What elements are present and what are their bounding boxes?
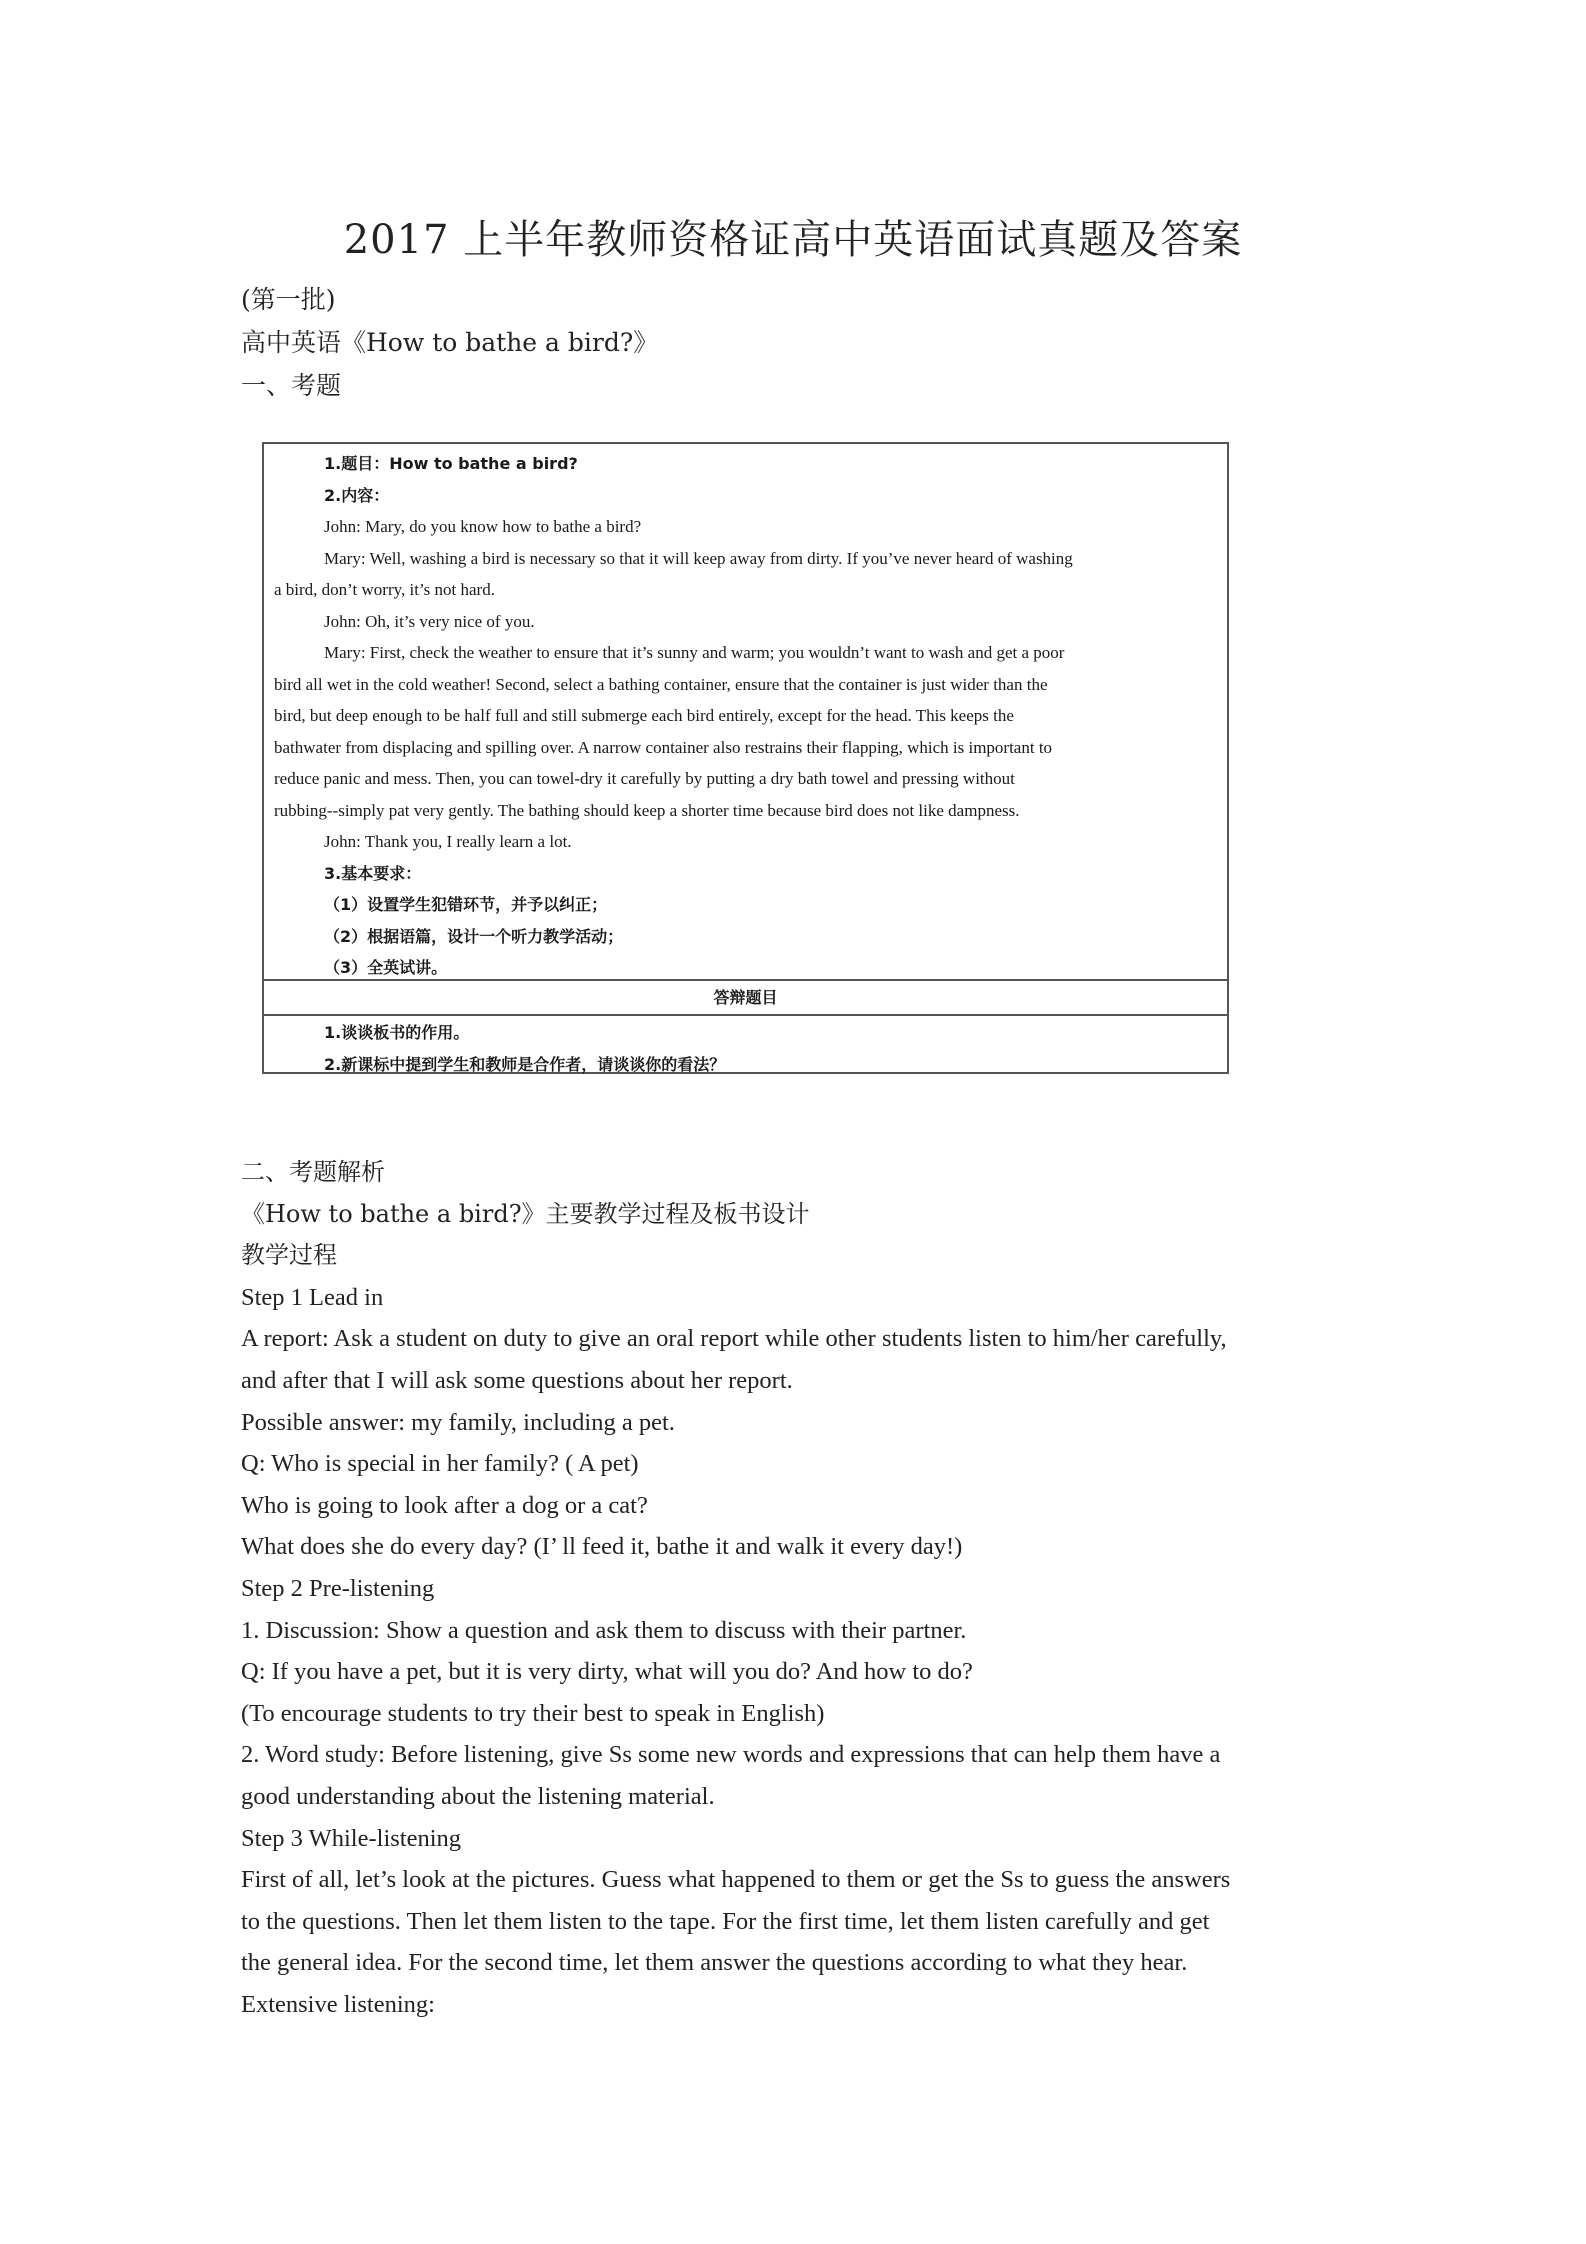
dialogue-line: John: Mary, do you know how to bathe a bird? xyxy=(324,517,642,536)
dialogue-line: John: Oh, it’s very nice of you. xyxy=(324,611,535,631)
analysis-subtitle: 《How to bathe a bird?》主要教学过程及板书设计 xyxy=(241,1199,810,1228)
exam-question-box xyxy=(262,442,1229,1074)
body-line: Step 1 Lead in xyxy=(241,1283,384,1311)
requirement-item: （3）全英试讲。 xyxy=(324,958,448,977)
exam-content-label: 2.内容： xyxy=(324,485,390,505)
requirements-label: 3.基本要求： xyxy=(324,863,422,883)
intro-block xyxy=(241,278,658,407)
analysis-section xyxy=(241,1152,1351,2025)
body-line: What does she do every day? (I’ ll feed it, bathe it and walk it every day!) xyxy=(241,1533,963,1561)
requirement-item: （2）根据语篇，设计一个听力教学活动； xyxy=(324,926,624,946)
body-line: 1. Discussion: Show a question and ask them to discuss with their partner. xyxy=(241,1616,967,1644)
defense-questions xyxy=(324,1017,725,1081)
dialogue-line: rubbing--simply pat very gently. The bathing should keep a shorter time because bird does not like dampness. xyxy=(274,800,1020,820)
process-heading: 教学过程 xyxy=(241,1241,337,1270)
box-divider xyxy=(264,1014,1227,1016)
dialogue-line: Mary: Well, washing a bird is necessary so that it will keep away from dirty. If you’ve never heard of washing xyxy=(324,548,1073,568)
dialogue-line: bird, but deep enough to be half full and still submerge each bird entirely, except for the head. This keeps the xyxy=(274,706,1014,725)
body-line: First of all, let’s look at the pictures. Guess what happened to them or get the Ss to guess the answers xyxy=(241,1866,1231,1894)
dialogue-line: Mary: First, check the weather to ensure that it’s sunny and warm; you wouldn’t want to wash and get a poor xyxy=(324,643,1065,662)
defense-item: 2.新课标中提到学生和教师是合作者，请谈谈你的看法？ xyxy=(324,1055,726,1074)
dialogue-line: reduce panic and mess. Then, you can towel-dry it carefully by putting a dry bath towel and pressing without xyxy=(274,769,1015,788)
exam-content xyxy=(274,448,1218,984)
dialogue-line: a bird, don’t worry, it’s not hard. xyxy=(274,580,495,599)
dialogue-line: bathwater from displacing and spilling over. A narrow container also restrains their flapping, which is important to xyxy=(274,737,1053,757)
body-line: Step 2 Pre-listening xyxy=(241,1574,435,1602)
body-line: to the questions. Then let them listen to the tape. For the first time, let them listen carefully and get xyxy=(241,1907,1210,1935)
page-title: 2017 上半年教师资格证高中英语面试真题及答案 xyxy=(343,217,1243,263)
body-line: Extensive listening: xyxy=(241,1990,435,2018)
defense-header: 答辩题目 xyxy=(713,988,778,1007)
body-line: the general idea. For the second time, let them answer the questions according to what they hear. xyxy=(241,1949,1188,1977)
batch-label: (第一批) xyxy=(241,285,336,314)
body-line: (To encourage students to try their best to speak in English) xyxy=(241,1699,825,1727)
requirement-item: （1）设置学生犯错环节，并予以纠正； xyxy=(324,895,608,914)
body-line: Q: If you have a pet, but it is very dirty, what will you do? And how to do? xyxy=(241,1658,973,1686)
section-heading-exam: 一、考题 xyxy=(241,371,342,400)
body-line: Q: Who is special in her family? ( A pet) xyxy=(241,1450,639,1478)
course-title: 高中英语《How to bathe a bird?》 xyxy=(241,328,659,357)
section-heading-analysis: 二、考题解析 xyxy=(241,1158,385,1186)
dialogue-line: John: Thank you, I really learn a lot. xyxy=(324,832,572,851)
body-line: 2. Word study: Before listening, give Ss some new words and expressions that can help them have a xyxy=(241,1741,1221,1769)
body-line: Possible answer: my family, including a pet. xyxy=(241,1408,675,1436)
body-line: Who is going to look after a dog or a cat? xyxy=(241,1491,648,1519)
body-line: Step 3 While-listening xyxy=(241,1824,462,1852)
body-line: A report: Ask a student on duty to give an oral report while other students listen to him/her carefully, xyxy=(241,1325,1227,1353)
body-line: good understanding about the listening material. xyxy=(241,1782,715,1810)
body-line: and after that I will ask some questions about her report. xyxy=(241,1366,793,1394)
dialogue-line: bird all wet in the cold weather! Second, select a bathing container, ensure that the container is just wider than the xyxy=(274,674,1048,694)
defense-item: 1.谈谈板书的作用。 xyxy=(324,1023,470,1042)
exam-topic: 1.题目：How to bathe a bird? xyxy=(324,454,578,473)
